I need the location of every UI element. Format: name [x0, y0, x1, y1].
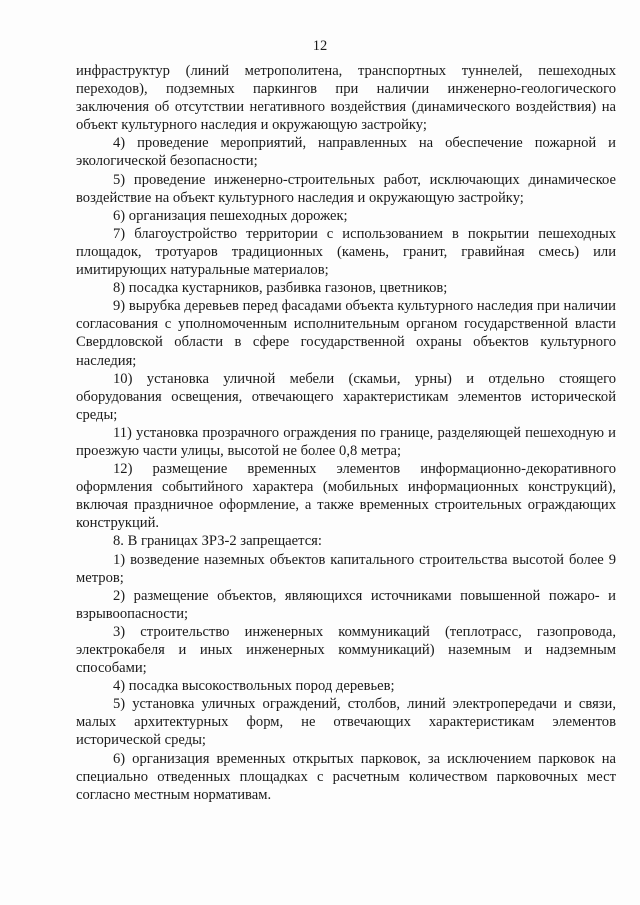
- prohibition-item-1: 1) возведение наземных объектов капитального строительства высотой более 9 метров;: [76, 551, 616, 586]
- prohibition-item-3: 3) строительство инженерных коммуникаций (теплотрасс, газопровода, электрокабеля и иных инженерных коммуникаций) наземным и надземным способами;: [76, 623, 616, 677]
- list-item-7-landscaping: 7) благоустройство территории с использованием в покрытии пешеходных площадок, тротуаров традиционных (камень, гранит, гравийная смесь) или имитирующих натуральные материалов;: [76, 225, 616, 279]
- list-item-9-tree-felling: 9) вырубка деревьев перед фасадами объекта культурного наследия при наличии согласования с уполномоченным исполнительным органом государственной власти Свердловской области в сфере государственной охраны объектов культурного наследия;: [76, 298, 616, 369]
- prohibition-item-6: 6) организация временных открытых парковок, за исключением парковок на специально отведенных площадках с расчетным количеством парковочных мест согласно местным нормативам.: [76, 750, 616, 803]
- list-item-6-footpaths: 6) организация пешеходных дорожек;: [113, 207, 348, 224]
- prohibition-item-4: 4) посадка высокоствольных пород деревьев;: [113, 678, 395, 695]
- list-item-10-street-furniture: 10) установка уличной мебели (скамьи, урны) и отдельно стоящего оборудования освещения, отвечающего характеристикам элементов исторической среды;: [76, 370, 616, 423]
- list-item-8-planting: 8) посадка кустарников, разбивка газонов, цветников;: [113, 280, 448, 297]
- list-item-5-engineering-works: 5) проведение инженерно-строительных работ, исключающих динамическое воздействие на объект культурного наследия и окружающую застройку;: [76, 171, 616, 206]
- prohibition-item-2: 2) размещение объектов, являющихся источниками повышенной пожаро- и взрывоопасности;: [76, 587, 616, 622]
- prohibition-item-5: 5) установка уличных ограждений, столбов, линий электропередачи и связи, малых архитектурных форм, не отвечающих характеристикам элементов исторической среды;: [76, 696, 616, 749]
- list-item-12-temporary-decor: 12) размещение временных элементов информационно-декоративного оформления событийного характера (мобильных информационных конструкций), включая праздничное оформление, а также временных строительных ограждающих конструкций.: [76, 461, 616, 532]
- paragraph-continuation: инфраструктур (линий метрополитена, транспортных туннелей, пешеходных переходов), подземных паркингов при наличии инженерно-геологического заключения об отсутствии негативного воздействия (динамического воздействия) на объект культурного наследия и окружающую застройку;: [76, 63, 616, 134]
- section-8-heading: 8. В границах ЗРЗ-2 запрещается:: [113, 533, 322, 550]
- list-item-11-transparent-fence: 11) установка прозрачного ограждения по границе, разделяющей пешеходную и проезжую части улицы, высотой не более 0,8 метра;: [76, 424, 616, 459]
- page-number: 12: [312, 38, 328, 54]
- document-body: [76, 62, 616, 804]
- list-item-4-fire-safety: 4) проведение мероприятий, направленных на обеспечение пожарной и экологической безопасности;: [76, 135, 616, 170]
